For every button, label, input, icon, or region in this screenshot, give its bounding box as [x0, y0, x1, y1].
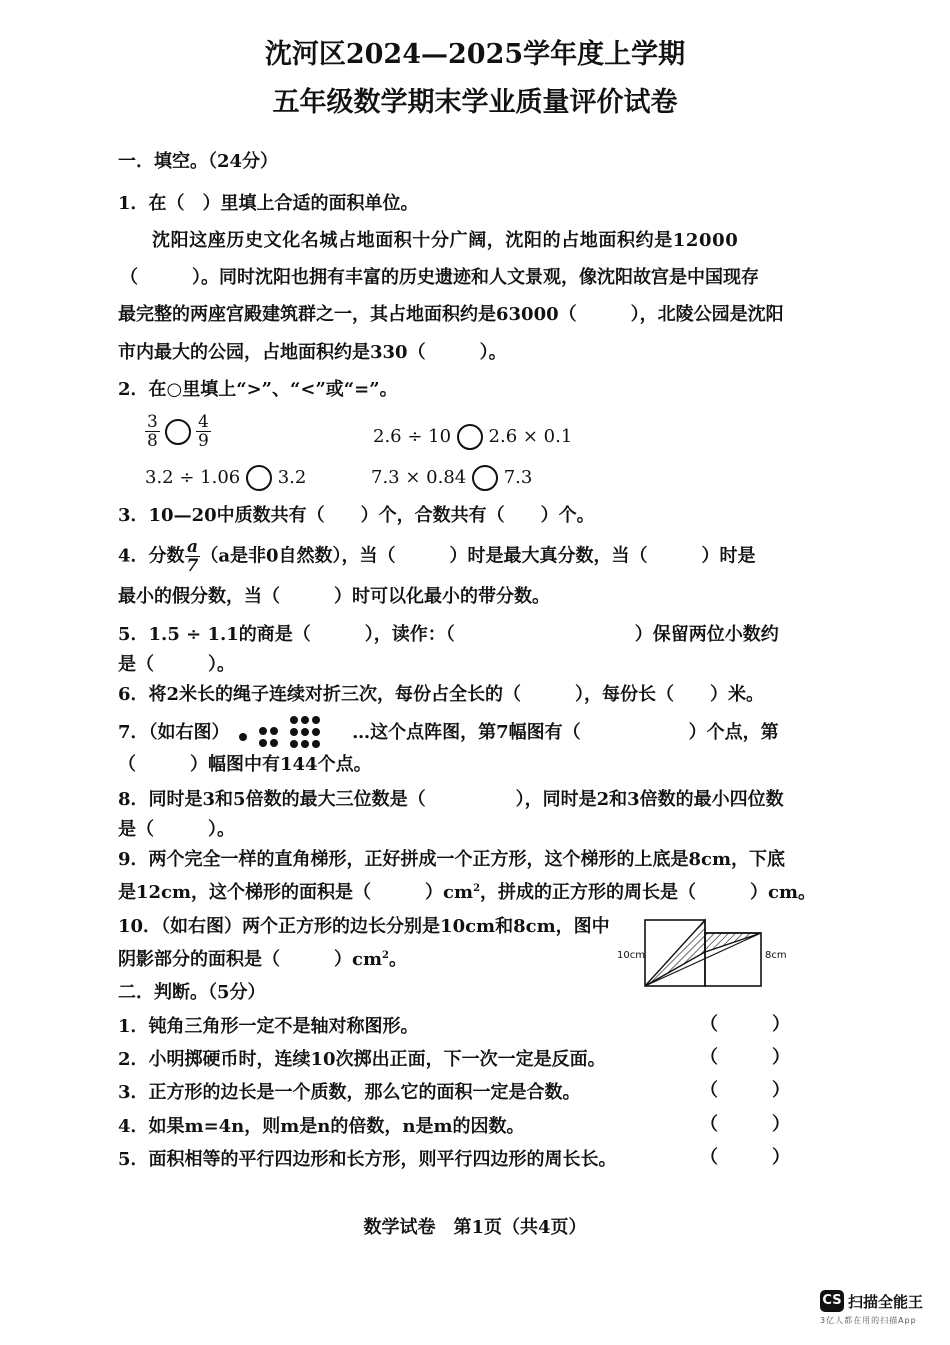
q2-stem: 2．在○里填上“>”、“<”或“=”。	[118, 379, 398, 400]
q4-line1: 4．分数 $\frac{a}{7}$ （a是非0自然数），当（ ）时是最大真分数，当（ ）时是	[118, 537, 756, 576]
judge-item-1: 1．钝角三角形一定不是轴对称图形。	[118, 1016, 419, 1037]
q7-line1: 7．（如右图） …这个点阵图，第7幅图有（ ）个点，第	[118, 718, 779, 744]
q6: 6．将2米长的绳子连续对折三次，每份占全长的（ ），每份长（ ）米。	[118, 684, 765, 705]
compare-circle[interactable]	[457, 424, 483, 450]
exam-title-line2: 五年级数学期末学业质量评价试卷	[272, 87, 678, 118]
judge-bracket-2[interactable]: （ ）	[700, 1047, 790, 1068]
q4-line2: 最小的假分数，当（ ）时可以化最小的带分数。	[118, 586, 550, 607]
q10-line2: 阴影部分的面积是（ ）$cm^2$。	[118, 949, 407, 970]
fraction-4-9: $\frac{4}{9}$	[198, 412, 209, 451]
q1-line1: 沈阳这座历史文化名城占地面积十分广阔，沈阳的占地面积约是12000	[152, 230, 739, 251]
q5-line1: 5．1.5 ÷ 1.1的商是（ ），读作：（ ）保留两位小数约	[118, 624, 779, 645]
q1-stem: 1．在（ ）里填上合适的面积单位。	[118, 193, 419, 214]
page-footer: 数学试卷 第1页（共4页）	[363, 1217, 587, 1238]
q2-item-b: 2.6 ÷ 10 2.6 × 0.1	[373, 424, 572, 450]
fraction-3-8: $\frac{3}{8}$	[147, 412, 158, 451]
judge-bracket-3[interactable]: （ ）	[700, 1080, 790, 1101]
q9-line1: 9．两个完全一样的直角梯形，正好拼成一个正方形，这个梯形的上底是8cm，下底	[118, 849, 786, 870]
judge-item-3: 3．正方形的边长是一个质数，那么它的面积一定是合数。	[118, 1082, 581, 1103]
q1-line4: 市内最大的公园，占地面积约是330（ ）。	[118, 342, 507, 363]
two-squares-figure	[615, 912, 795, 992]
judge-item-5: 5．面积相等的平行四边形和长方形，则平行四边形的周长长。	[118, 1149, 617, 1170]
q9-line2: 是12cm，这个梯形的面积是（ ）$cm^2$，拼成的正方形的周长是（ ）cm。	[118, 882, 817, 903]
judge-bracket-1[interactable]: （ ）	[700, 1014, 790, 1035]
q7-line2: （ ）幅图中有144个点。	[118, 754, 372, 775]
label-8cm: 8cm	[765, 950, 787, 961]
q2-item-a	[145, 413, 211, 450]
q2-item-d: 7.3 × 0.84 7.3	[371, 465, 532, 491]
q10-line1: 10．（如右图）两个正方形的边长分别是10cm和8cm，图中	[118, 916, 610, 937]
cs-logo-icon: CS	[820, 1290, 844, 1312]
q2-item-c: 3.2 ÷ 1.06 3.2	[145, 465, 306, 491]
judge-item-4: 4．如果m=4n，则m是n的倍数，n是m的因数。	[118, 1116, 525, 1137]
compare-circle[interactable]	[246, 465, 272, 491]
compare-circle[interactable]	[472, 465, 498, 491]
exam-title-line1: 沈河区2024—2025学年度上学期	[264, 39, 686, 70]
compare-circle[interactable]	[165, 419, 191, 445]
fraction-a-7: $\frac{a}{7}$	[186, 537, 199, 576]
section1-heading: 一．填空。（24分）	[118, 151, 279, 172]
judge-bracket-5[interactable]: （ ）	[700, 1147, 790, 1168]
q8-line1: 8．同时是3和5倍数的最大三位数是（ ），同时是2和3倍数的最小四位数	[118, 789, 784, 810]
judge-bracket-4[interactable]: （ ）	[700, 1114, 790, 1135]
q5-line2: 是（ ）。	[118, 654, 235, 675]
watermark-name: 扫描全能王	[848, 1292, 924, 1311]
dot-pattern-figure	[236, 712, 346, 754]
shaded-triangle-left	[645, 920, 705, 986]
q1-line3: 最完整的两座宫殿建筑群之一，其占地面积约是63000（ ），北陵公园是沈阳	[118, 304, 784, 325]
scanner-watermark	[820, 1290, 940, 1326]
shaded-triangle-right	[705, 933, 761, 952]
watermark-tagline: 3亿人都在用的扫描App	[820, 1316, 917, 1325]
label-10cm: 10cm	[617, 950, 645, 961]
judge-item-2: 2．小明掷硬币时，连续10次掷出正面，下一次一定是反面。	[118, 1049, 606, 1070]
q3: 3．10—20中质数共有（ ）个，合数共有（ ）个。	[118, 505, 595, 526]
q8-line2: 是（ ）。	[118, 819, 235, 840]
q1-line2: （ ）。同时沈阳也拥有丰富的历史遗迹和人文景观，像沈阳故宫是中国现存	[120, 267, 759, 288]
section2-heading: 二．判断。（5分）	[118, 982, 266, 1003]
